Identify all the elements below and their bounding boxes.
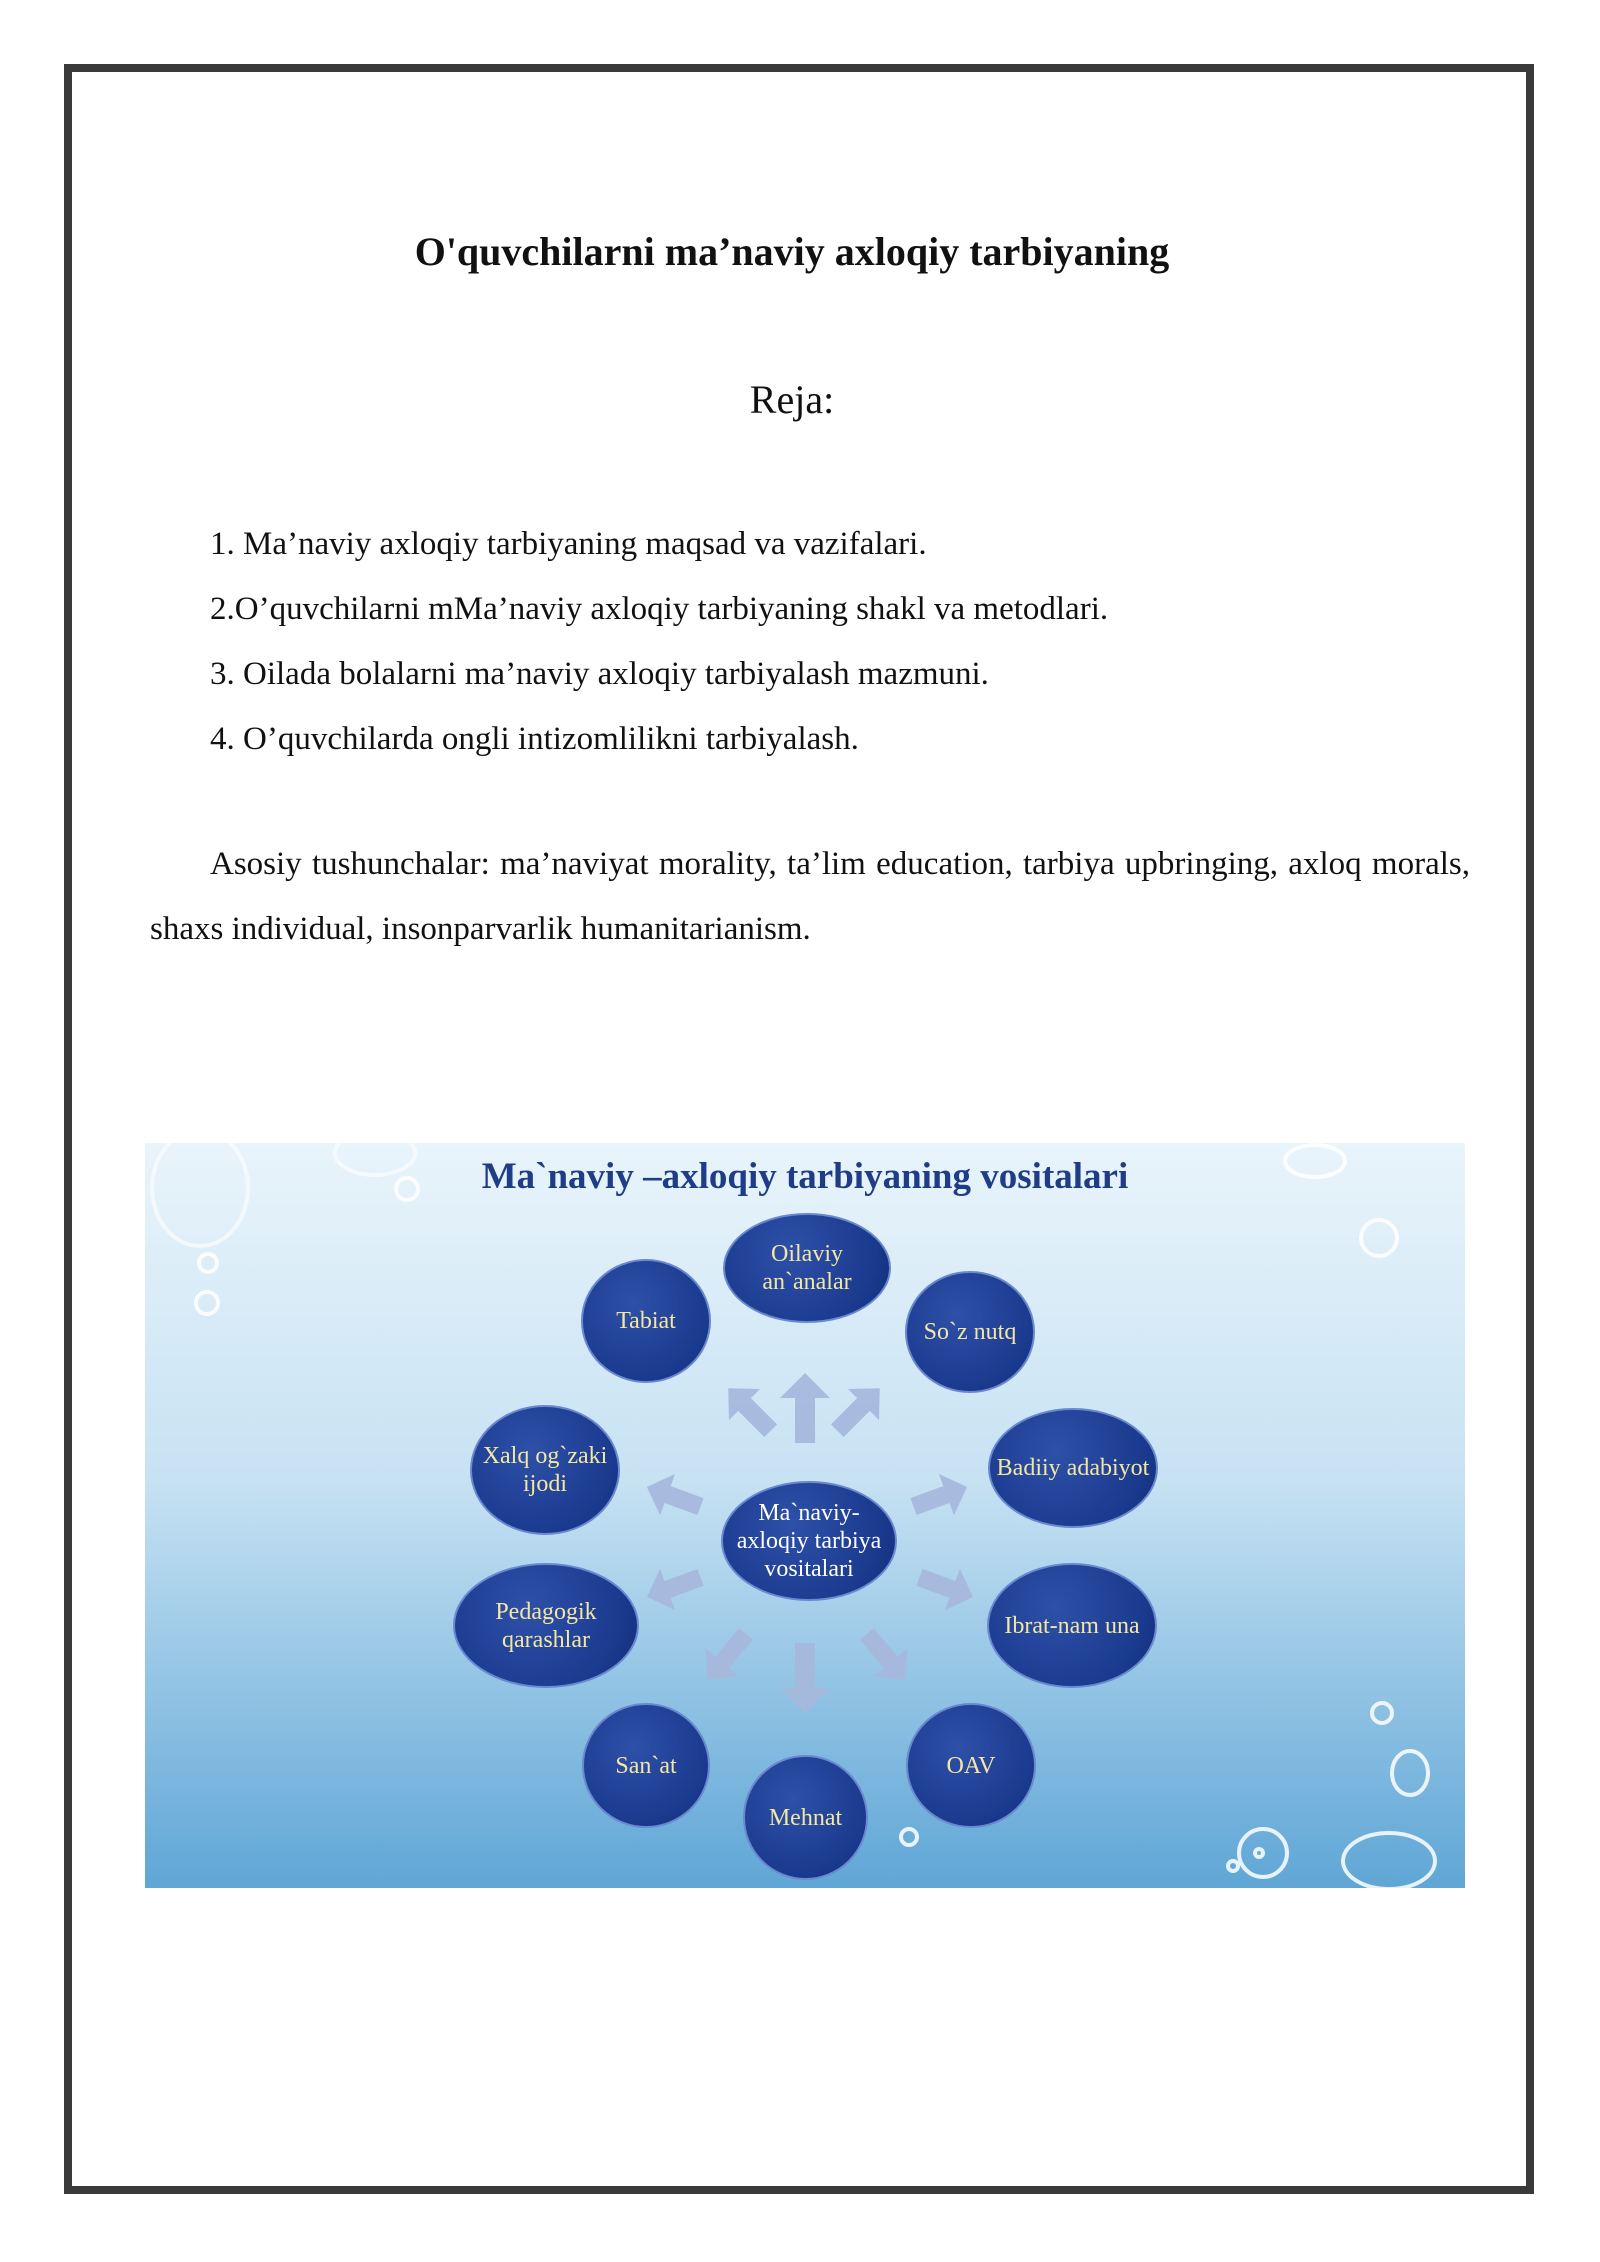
plan-item: 1. Ma’naviy axloqiy tarbiyaning maqsad va vazifalari. [210,526,927,562]
node-soz [905,1271,1035,1393]
node-ibrat [987,1563,1157,1688]
arrow-right-lower [912,1557,981,1618]
node-label: Tabiat [616,1308,676,1334]
node-xalq [470,1405,620,1535]
diagram-figure [145,1143,1465,1888]
plan-heading: Reja: [749,377,835,422]
document-title: O'quvchilarni ma’naviy axloqiy tarbiyaning [414,229,1170,274]
node-label: So`z nutq [923,1319,1017,1345]
plan-list [210,512,1108,772]
node-oilaviy [723,1213,891,1323]
center-node-label: Ma`naviy-axloqiy tarbiya vositalari [736,1500,882,1582]
arrow-down-right [850,1620,922,1694]
arrow-left-upper [639,1466,708,1527]
node-tabiat [581,1259,711,1383]
node-badiiy [988,1408,1158,1528]
node-label: Ibrat-nam una [1004,1612,1140,1639]
center-node [721,1481,897,1601]
plan-item: 2.O’quvchilarni mMa’naviy axloqiy tarbiyaning shakl va metodlari. [210,591,1109,627]
node-oav [906,1703,1036,1828]
arrow-up-right [822,1373,896,1447]
arrow-down-left [691,1620,763,1694]
arrow-down [780,1643,830,1713]
node-pedagogik [453,1563,639,1688]
arrow-left-lower [639,1557,708,1618]
node-label: San`at [615,1752,677,1779]
node-sanat [582,1703,710,1828]
node-label: Mehnat [768,1804,843,1831]
arrow-right-upper [906,1466,975,1527]
key-concepts-paragraph: Asosiy tushunchalar: ma’naviyat morality, ta’lim education, tarbiya upbringing, axloq morals, shaxs individual, insonparvarlik humanitarianism. [150,846,1470,947]
arrow-up-left [713,1373,787,1447]
diagram-title: Ma`naviy –axloqiy tarbiyaning vositalari [481,1156,1129,1197]
node-label: Xalq og`zaki ijodi [482,1443,608,1497]
node-label: Pedagogik qarashlar [495,1598,597,1653]
node-mehnat [743,1755,868,1880]
plan-item: 3. Oilada bolalarni ma’naviy axloqiy tarbiyalash mazmuni. [210,656,989,692]
node-label: Oilaviy an`analar [762,1241,852,1295]
node-label: OAV [946,1752,996,1779]
arrow-up [780,1373,830,1443]
plan-item: 4. O’quvchilarda ongli intizomlilikni tarbiyalash. [210,721,859,757]
node-label: Badiiy adabiyot [996,1455,1150,1481]
